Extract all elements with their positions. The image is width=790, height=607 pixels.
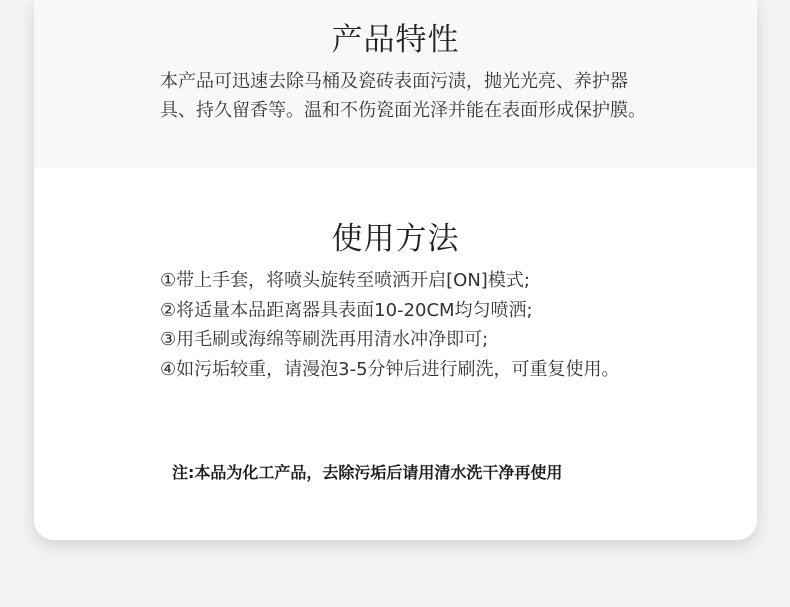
usage-step-2: ②将适量本品距离器具表面10-20CM均匀喷洒; bbox=[160, 299, 533, 321]
usage-step-1: ①带上手套，将喷头旋转至喷洒开启[ON]模式; bbox=[160, 270, 530, 291]
features-line-2: 具、持久留香等。温和不伤瓷面光泽并能在表面形成保护膜。 bbox=[160, 100, 646, 121]
usage-step-3: ③用毛刷或海绵等刷洗再用清水冲净即可; bbox=[160, 329, 489, 350]
usage-steps-list bbox=[160, 266, 620, 384]
usage-step-4: ④如污垢较重，请漫泡3-5分钟后进行刷洗，可重复使用。 bbox=[160, 358, 620, 380]
content-card bbox=[34, 0, 757, 540]
features-description bbox=[160, 67, 700, 125]
features-line-1: 本产品可迅速去除马桶及瓷砖表面污渍，抛光光亮、养护器 bbox=[160, 71, 628, 92]
usage-title: 使用方法 bbox=[331, 221, 460, 257]
caution-note: 注:本品为化工产品，去除污垢后请用清水洗干净再使用 bbox=[172, 463, 563, 482]
features-title: 产品特性 bbox=[331, 22, 460, 58]
